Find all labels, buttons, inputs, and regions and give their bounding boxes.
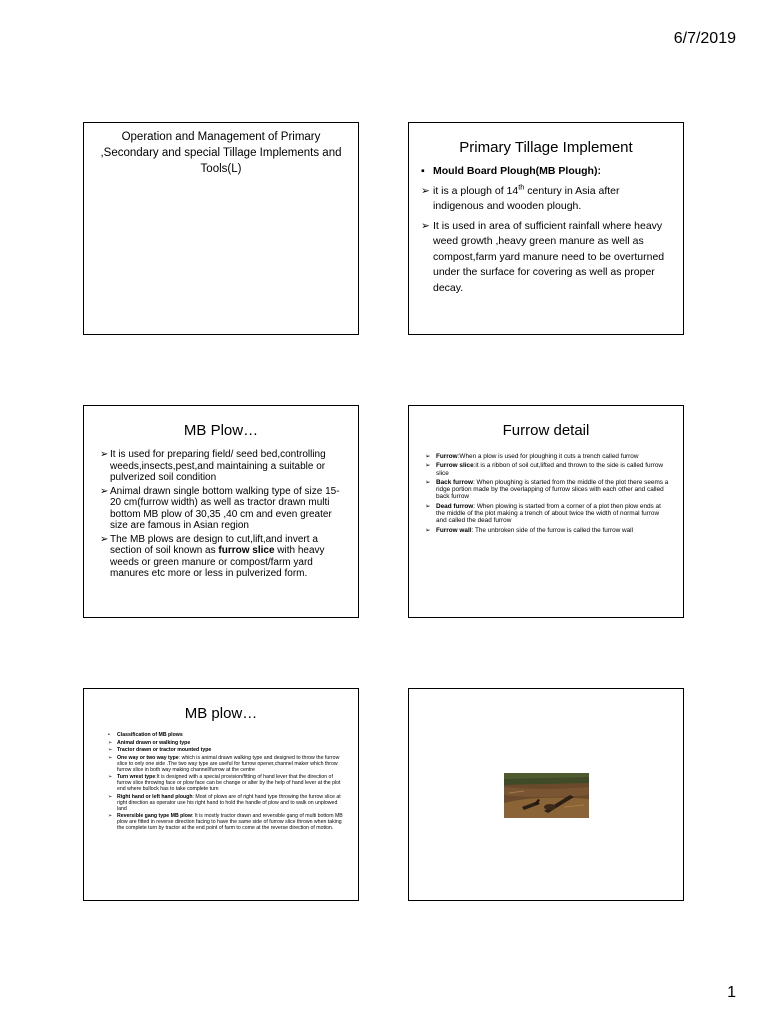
arrow-bullet-icon: ➢ (425, 453, 431, 460)
list-item (100, 486, 348, 532)
list-item (425, 503, 671, 525)
definition: :It is designed with a special provision/fitting of hand lever that the direction of furrow slice throwing face or plow face can be change or alter by the help of hand lever at the plot end where bullock has to take complete turn (117, 774, 341, 792)
slide-5 (83, 688, 359, 901)
arrow-bullet-icon: ➢ (425, 526, 431, 534)
square-bullet-icon: ▪ (421, 165, 425, 177)
list-item-text-cont: century in Asia after indigenous and wooden plough. (433, 184, 620, 212)
list-item-text-cont: with heavy weeds or green manure or compost/farm yard manures etc more or less in pulverized form. (110, 545, 325, 579)
list-item (100, 534, 348, 580)
definition: : It is mostly tractor drawn and reversible gang of multi bottom MB plow are fitted in reverse direction facing to have the same side of furrow slice thrown when taking the complete turn by tractor at the end point of farm to come at the reverse direction of motion. (117, 813, 343, 831)
list-item (425, 479, 671, 501)
list-item (425, 453, 671, 460)
arrow-bullet-icon: ➢ (100, 533, 109, 545)
arrow-bullet-icon: ➢ (108, 739, 113, 746)
arrow-bullet-icon: ➢ (108, 813, 113, 819)
term: One way or two way type (117, 754, 179, 761)
definition: :it is a ribbon of soil cut,lifted and thrown to the side is called furrow slice (436, 462, 663, 477)
list-item (100, 449, 348, 484)
list-item-bold: furrow slice (218, 545, 275, 556)
term: Back furrow (436, 478, 473, 486)
term: Dead furrow (436, 502, 474, 510)
arrow-bullet-icon: ➢ (108, 774, 113, 780)
list-item (421, 219, 673, 297)
list-item (108, 794, 346, 812)
list-item (108, 755, 346, 773)
slide-5-list (108, 732, 346, 831)
list-item (108, 774, 346, 792)
definition: :When a plow is used for ploughing it cuts a trench called furrow (457, 453, 639, 460)
term: Furrow (436, 453, 458, 460)
header-date: 6/7/2019 (673, 30, 736, 47)
list-item-text: The MB plows are design to cut,lift,and invert a section of soil known as (110, 533, 318, 556)
list-item (108, 732, 346, 738)
list-item (421, 164, 673, 180)
slide-2-list (421, 164, 673, 296)
arrow-bullet-icon: ➢ (425, 502, 431, 510)
arrow-bullet-icon: ➢ (108, 747, 113, 753)
list-item-text: Mould Board Plough(MB Plough): (433, 165, 601, 177)
slide-3-list (100, 449, 348, 580)
term: Turn wrest type (117, 774, 156, 780)
definition: : which is animal drawn walking type and designed to throw the furrow slice to only one side .The two way type are useful for furrow opener,channel maker which throw furrow slice in both way making channel/furrow at the centre (117, 754, 340, 773)
arrow-bullet-icon: ➢ (425, 462, 431, 470)
arrow-bullet-icon: ➢ (425, 478, 431, 486)
arrow-bullet-icon: ➢ (108, 754, 113, 761)
term: Right hand or left hand plough (117, 793, 193, 800)
list-item (425, 462, 671, 477)
definition: : When ploughing is started from the middle of the plot there seems a ridge portion made by the overlapping of furrow slices with each other and called back furrow (436, 478, 669, 501)
arrow-bullet-icon: ➢ (100, 485, 109, 497)
plough-photo (504, 773, 589, 818)
list-item (421, 184, 673, 215)
page-number: 1 (727, 984, 736, 1001)
slide-4-list (425, 453, 671, 534)
term: Furrow slice (436, 462, 474, 470)
term: Reversible gang type MB plow (117, 813, 192, 819)
arrow-bullet-icon: ➢ (421, 219, 430, 232)
arrow-bullet-icon: ➢ (421, 184, 430, 197)
term: Tractor drawn or tractor mounted type (117, 747, 212, 753)
slide-3-title: MB Plow… (183, 422, 259, 439)
slide-1 (83, 122, 359, 335)
superscript: th (518, 182, 525, 191)
list-item (425, 527, 671, 534)
slide-2 (408, 122, 684, 335)
slide-4-title: Furrow detail (502, 422, 590, 439)
definition: : Most of plows are of right hand type throwing the furrow slice at right direction as operator use his right hand to hold the handle of plow and to walk on unplowed land (117, 793, 341, 812)
dot-bullet-icon: • (108, 732, 110, 738)
list-item-text: it is a plough of 14 (433, 184, 519, 197)
list-item (108, 740, 346, 746)
slide-6 (408, 688, 684, 901)
arrow-bullet-icon: ➢ (100, 449, 109, 460)
slide-1-title: Operation and Management of Primary ,Secondary and special Tillage Implements and Tools(L) (100, 131, 342, 175)
definition: : The unbroken side of the furrow is called the furrow wall (471, 526, 634, 534)
slide-4 (408, 405, 684, 618)
arrow-bullet-icon: ➢ (108, 793, 113, 800)
slide-3 (83, 405, 359, 618)
list-item (108, 813, 346, 831)
list-item (108, 747, 346, 753)
list-item-text: It is used for preparing field/ seed bed,controlling weeds,insects,pest,and maintaining a suitable or pulverized soil condition (110, 449, 326, 483)
list-item-text: Animal drawn single bottom walking type of size 15-20 cm(furrow width) as well as tractor drawn multi bottom MB plow of 30,35 ,40 cm and even greater size are famous in Asian region (110, 485, 340, 531)
term: Classification of MB plows (117, 732, 183, 738)
slide-5-title: MB plow… (184, 705, 258, 722)
list-item-text: It is used in area of sufficient rainfall where heavy weed growth ,heavy green manure as well as compost,farm yard manure need to be overturned under the surface for covering as well as proper decay. (433, 219, 665, 294)
slide-2-title: Primary Tillage Implement (459, 139, 633, 156)
term: Animal drawn or walking type (117, 739, 191, 746)
definition: : When plowing is started from a corner of a plot then plow ends at the middle of the plot making a trench of about twice the width of normal furrow and called the dead furrow (436, 502, 661, 525)
term: Furrow wall (436, 526, 472, 534)
